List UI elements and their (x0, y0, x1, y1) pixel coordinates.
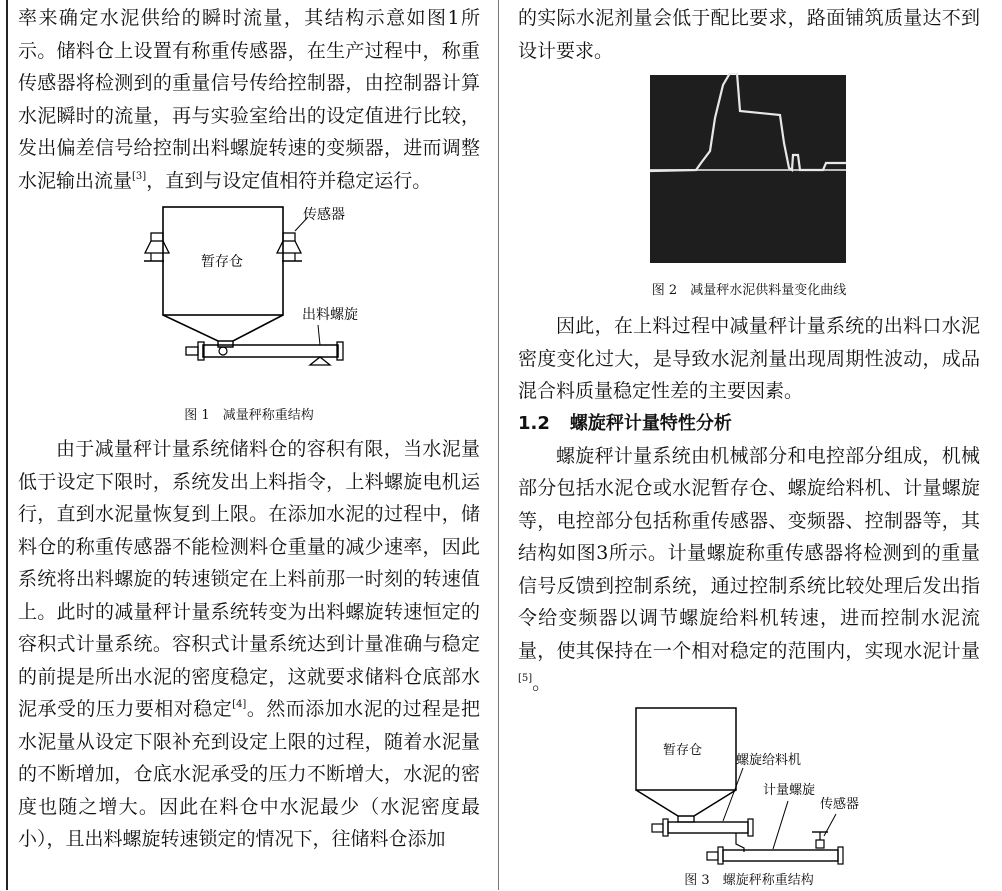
metering-screw-shape (723, 850, 838, 861)
section-heading (518, 408, 980, 440)
citation-3: [3] (132, 170, 147, 182)
citation-4: [4] (232, 699, 247, 710)
fig3-bin-label: 暂存仓 (663, 742, 703, 758)
fig3-metering-label: 计量螺旋 (763, 782, 816, 798)
right-paragraph-3 (518, 440, 980, 700)
fig1-sensor-label: 传感器 (303, 207, 345, 223)
fig3-sensor-label: 传感器 (820, 796, 860, 812)
figure-2-chart (518, 73, 980, 273)
citation-5: [5] (518, 673, 533, 684)
hopper-shape (163, 315, 283, 341)
section-number: 1.2 (518, 412, 550, 434)
left-paragraph-1 (18, 2, 480, 197)
load-cell-right (277, 233, 302, 261)
left-p2-text: 由于减量秤计量系统储料仓的容积有限，当水泥量低于设定下限时，系统发出上料指令，上料螺旋电机运行，直到水泥量恢复到上限。在添加水泥的过程中，储料仓的称重传感器不能检测料仓重量的减少速率，因此系统将出料螺旋的转速锁定在上料前那一时刻的转速值上。此时的减量秤计量系统转变为出料螺旋转速恒定的容积式计量系统。容积式计量系统达到计量准确与稳定的前提是所出水泥的密度稳定，这就要求储料仓底部水泥承受的压力要相对稳定 (18, 438, 480, 720)
figure-3-diagram (518, 706, 980, 871)
figure-2-caption: 图 2 减量秤水泥供料量变化曲线 (651, 283, 847, 298)
figure-3-caption: 图 3 螺旋秤称重结构 (684, 872, 814, 888)
figure-1-diagram (18, 197, 480, 402)
right-column (518, 0, 980, 891)
left-p1-end: ，直到与设定值相符并稳定运行。 (146, 169, 432, 192)
column-divider (498, 0, 499, 890)
left-paragraph-2 (18, 433, 480, 856)
left-column (18, 0, 480, 856)
feeder-screw-shape (668, 822, 748, 833)
right-paragraph-1: 的实际水泥剂量会低于配比要求，路面铺筑质量达不到设计要求。 (518, 7, 980, 62)
section-title: 螺旋秤计量特性分析 (569, 412, 732, 434)
fig3-feeder-label: 螺旋给料机 (736, 752, 802, 768)
right-p3-text: 螺旋秤计量系统由机械部分和电控部分组成，机械部分包括水泥仓或水泥暂存仓、螺旋给料机、计量螺旋等，电控部分包括称重传感器、变频器、控制器等，其结构如图3所示。计量螺旋称重传感器将检测到的重量信号反馈到控制系统，通过控制系统比较处理后发出指令给变频器以调节螺旋给料机转速，进而控制水泥流量，使其保持在一个相对稳定的范围内，实现水泥计量 (518, 444, 980, 662)
fig1-bin-label: 暂存仓 (201, 254, 243, 270)
hopper-shape (636, 790, 736, 816)
right-p3-end: 。 (532, 672, 552, 694)
fig1-screw-label: 出料螺旋 (302, 307, 358, 323)
figure-1-caption: 图 1 减量秤称重结构 (184, 408, 314, 423)
left-p1-text: 率来确定水泥供给的瞬时流量，其结构示意如图1所示。储料仓上设置有称重传感器，在生产过程中，称重传感器将检测到的重量信号传给控制器，由控制器计算水泥瞬时的流量，再与实验室给出的设定值进行比较，发出偏差信号给控制出料螺旋转速的变频器，进而调整水泥输出流量 (18, 7, 480, 192)
left-p2-end: 。然而添加水泥的过程是把水泥量从设定下限补充到设定上限的过程，随着水泥量的不断增加，仓底水泥承受的压力不断增大，水泥的密度也随之增大。因此在料仓中水泥最少（水泥密度最小），且出料螺旋转速锁定的情况下，往储料仓添加 (18, 698, 480, 850)
right-paragraph-2: 因此，在上料过程中减量秤计量系统的出料口水泥密度变化过大，是导致水泥剂量出现周期性波动，成品混合料质量稳定性差的主要因素。 (518, 315, 980, 402)
page-edge-line (6, 0, 8, 890)
load-cell-left (144, 233, 169, 261)
